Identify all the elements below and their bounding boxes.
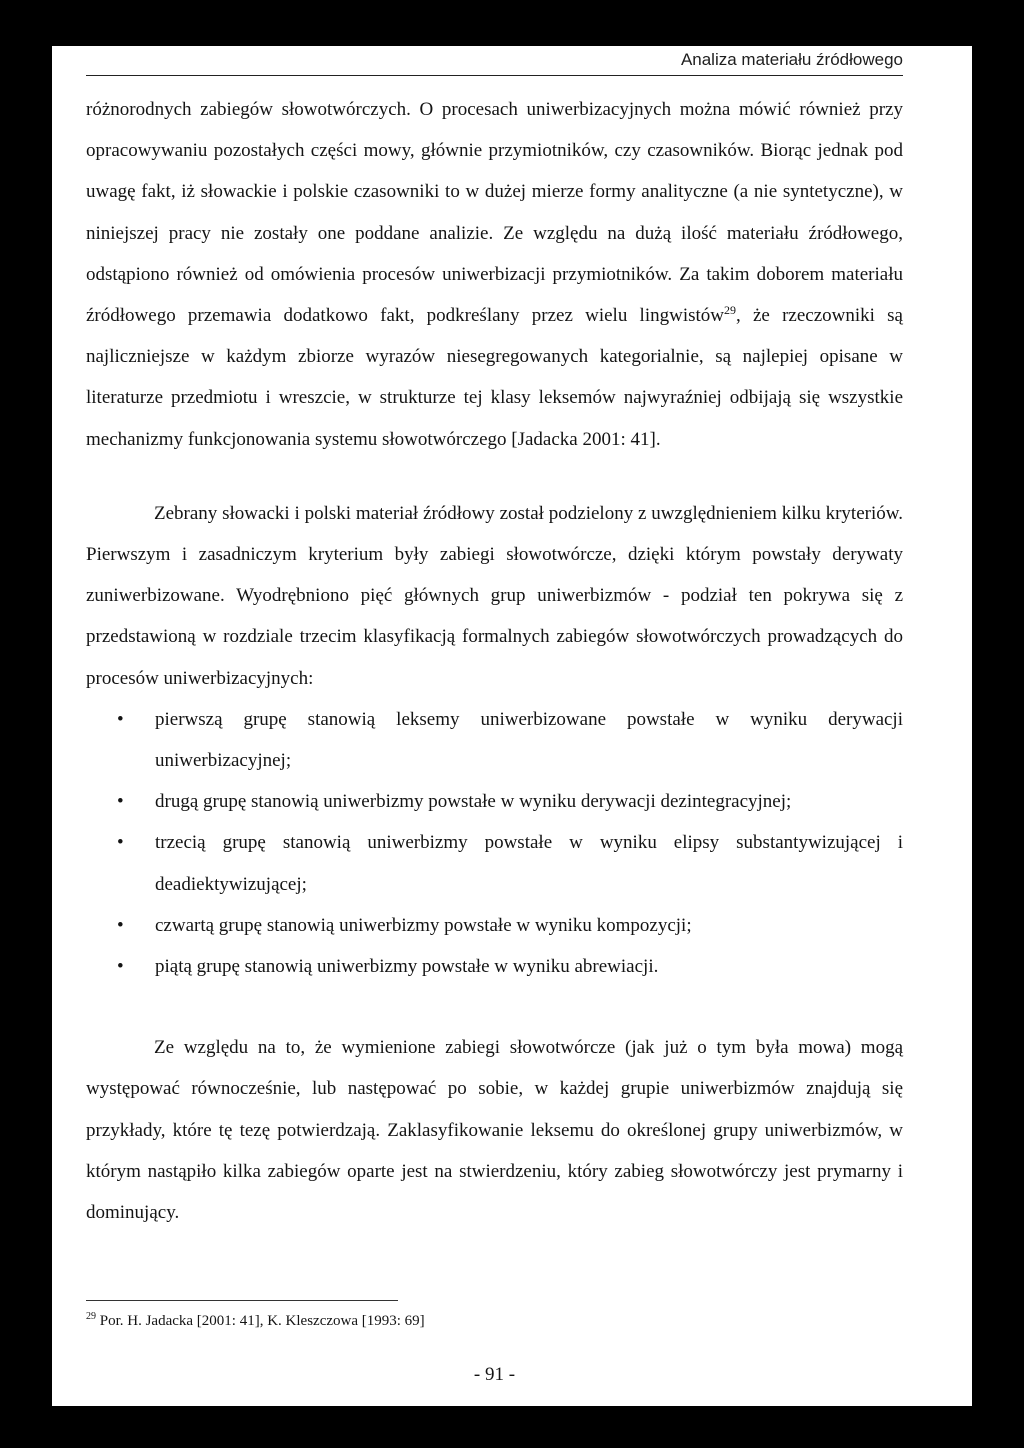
list-item	[86, 946, 903, 987]
list-item-text: trzecią grupę stanowią uniwerbizmy powstałe w wyniku elipsy substantywizującej i deadiektywizującej;	[155, 832, 903, 895]
running-header: Analiza materiału źródłowego	[680, 50, 903, 69]
page-number: - 91 -	[473, 1364, 516, 1385]
list-item-text: czwartą grupę stanowią uniwerbizmy powstałe w wyniku kompozycji;	[155, 914, 692, 936]
list-item	[86, 699, 903, 781]
bullet-icon: •	[117, 832, 124, 854]
footnote-rule	[86, 1300, 398, 1301]
footnote	[86, 1312, 903, 1330]
footnote-text: Por. H. Jadacka [2001: 41], K. Kleszczowa [1993: 69]	[96, 1313, 425, 1329]
bullet-icon: •	[117, 956, 124, 978]
bullet-icon: •	[117, 791, 124, 813]
footnote-mark: 29	[86, 1311, 96, 1322]
list-item	[86, 905, 903, 946]
bullet-icon: •	[117, 914, 124, 936]
body-text	[86, 89, 903, 1233]
paragraph-3: Ze względu na to, że wymienione zabiegi słowotwórcze (jak już o tym była mowa) mogą występować równocześnie, lub następować po sobie, w każdej grupie uniwerbizmów znajdują się przykłady, które tę tezę potwierdzają. Zaklasyfikowanie leksemu do określonej grupy uniwerbizmów, w którym nastąpiło kilka zabiegów oparte jest na stwierdzeniu, który zabieg słowotwórczy jest prymarny i dominujący.	[86, 1037, 903, 1224]
list-item-text: pierwszą grupę stanowią leksemy uniwerbizowane powstałe w wyniku derywacji uniwerbizacyjnej;	[155, 708, 903, 772]
header-rule	[86, 75, 903, 76]
list-item-text: drugą grupę stanowią uniwerbizmy powstałe w wyniku derywacji dezintegracyjnej;	[155, 791, 792, 813]
list-item	[86, 822, 903, 904]
paragraph-2: Zebrany słowacki i polski materiał źródłowy został podzielony z uwzględnieniem kilku kryteriów. Pierwszym i zasadniczym kryterium były zabiegi słowotwórcze, dzięki którym powstały derywaty zuniwerbizowane. Wyodrębniono pięć głównych grup uniwerbizmów - podział ten pokrywa się z przedstawioną w rozdziale trzecim klasyfikacją formalnych zabiegów słowotwórczych prowadzących do procesów uniwerbizacyjnych:	[86, 502, 903, 689]
paragraph-1	[86, 89, 903, 460]
footnote-reference[interactable]: 29	[724, 303, 737, 318]
list-item	[86, 781, 903, 822]
bullet-icon: •	[117, 708, 124, 730]
group-list	[86, 699, 903, 987]
paragraph-1-text-b: , że rzeczowniki są najliczniejsze w każdym zbiorze wyrazów niesegregowanych kategorialnie, są najlepiej opisane w literaturze przedmiotu i wreszcie, w strukturze tej klasy leksemów najwyraźniej odbijają się wszystkie mechanizmy funkcjonowania systemu słowotwórczego [Jadacka 2001: 41].	[86, 305, 903, 450]
paragraph-1-text-a: różnorodnych zabiegów słowotwórczych. O procesach uniwerbizacyjnych można mówić również przy opracowywaniu pozostałych części mowy, głównie przymiotników, czy czasowników. Biorąc jednak pod uwagę fakt, iż słowackie i polskie czasowniki to w dużej mierze formy analityczne (a nie syntetyczne), w niniejszej pracy nie zostały one poddane analizie. Ze względu na dużą ilość materiału źródłowego, odstąpiono również od omówienia procesów uniwerbizacji przymiotników. Za takim doborem materiału źródłowego przemawia dodatkowo fakt, podkreślany przez wielu lingwistów	[86, 99, 903, 327]
list-item-text: piątą grupę stanowią uniwerbizmy powstałe w wyniku abrewiacji.	[155, 956, 659, 978]
